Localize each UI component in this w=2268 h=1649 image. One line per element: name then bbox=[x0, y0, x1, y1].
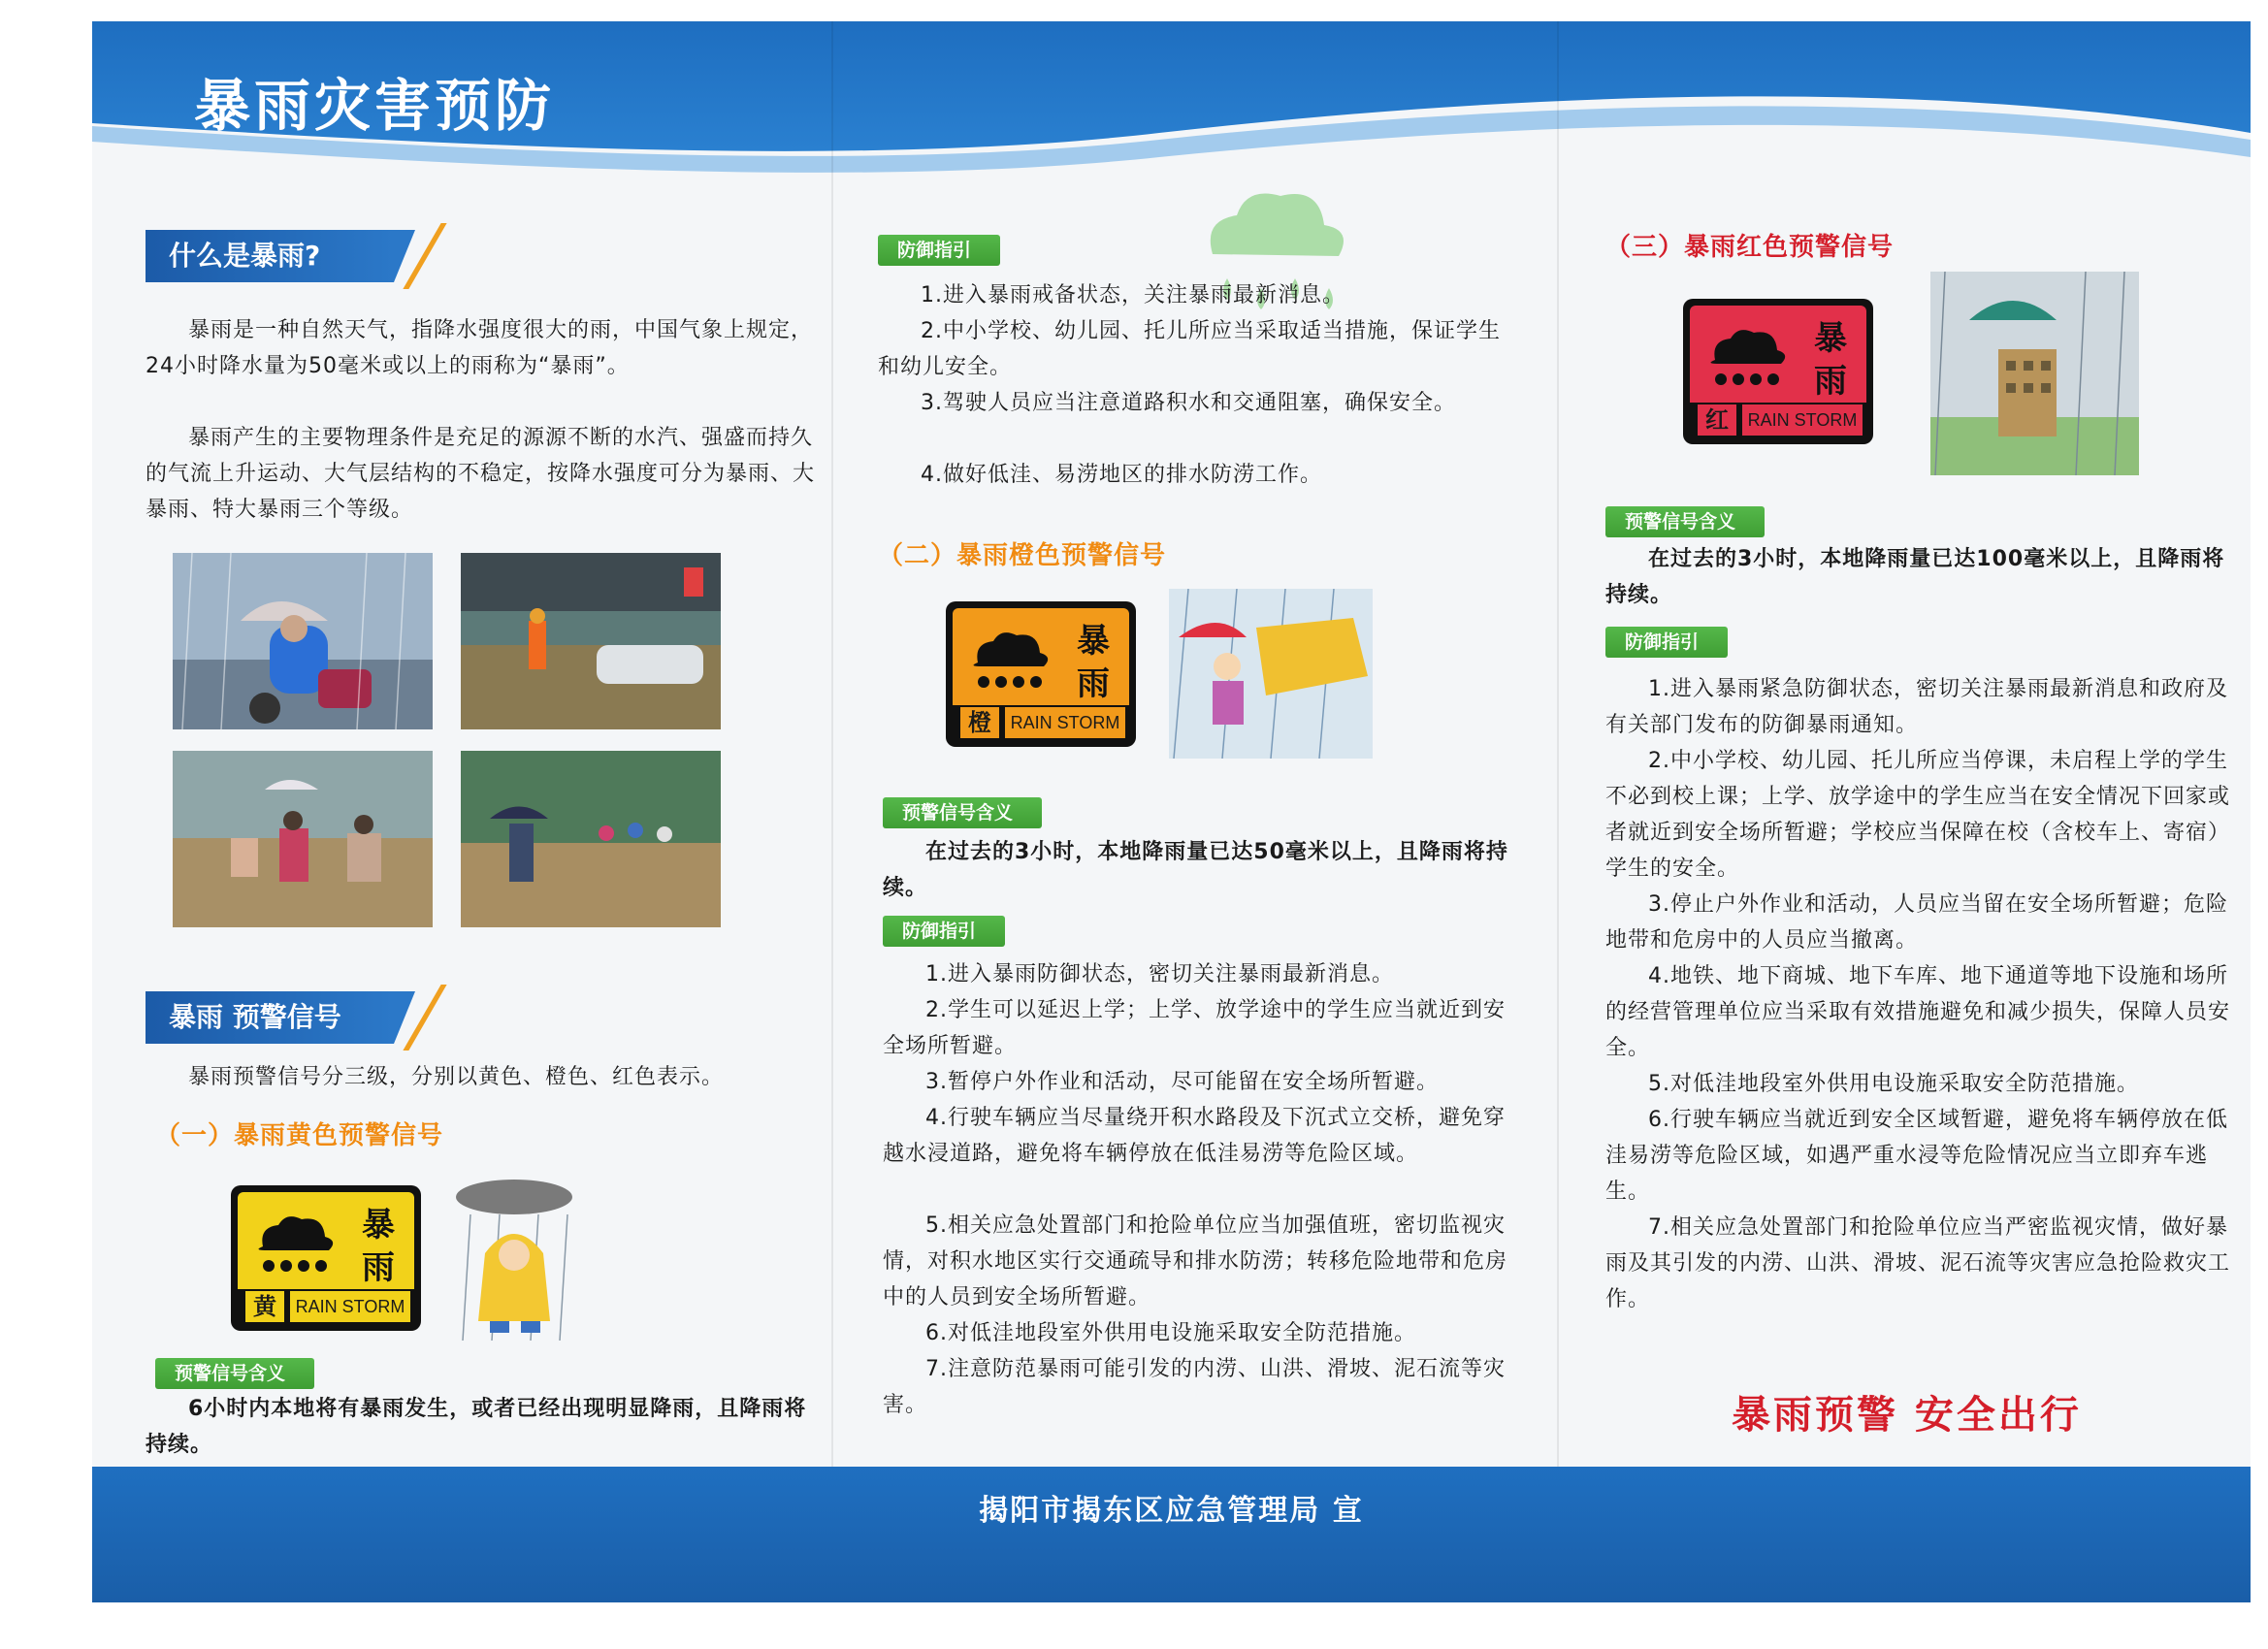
brochure-sheet bbox=[92, 21, 2251, 1602]
orange-meaning-tag: 预警信号含义 bbox=[883, 797, 1042, 828]
yellow-rainstorm-sign bbox=[231, 1185, 421, 1331]
sign-char-bao: 暴 bbox=[1077, 622, 1110, 661]
sign-char-bao: 暴 bbox=[362, 1206, 395, 1245]
photo-children-flood bbox=[173, 751, 433, 927]
yellow-guide-tag: 防御指引 bbox=[878, 235, 1000, 266]
yellow-meaning-tag: 预警信号含义 bbox=[155, 1358, 314, 1389]
section-header-what-is-rainstorm: 什么是暴雨? bbox=[146, 230, 394, 282]
panel-left bbox=[146, 21, 825, 1467]
red-guide-7: 7.相关应急处置部门和抢险单位应当严密监视灾情，做好暴雨及其引发的内涝、山洪、滑坡、泥石流等灾害应急抢险救灾工作。 bbox=[1605, 1215, 2231, 1311]
red-meaning-text: 在过去的3小时，本地降雨量已达100毫米以上，且降雨将持续。 bbox=[1605, 547, 2225, 607]
sign-level-label: 红 bbox=[1698, 404, 1736, 436]
red-guide-3: 3.停止户外作业和活动，人员应当留在安全场所暂避；危险地带和危房中的人员应当撤离。 bbox=[1605, 892, 2228, 953]
yellow-guide-3: 3.驾驶人员应当注意道路积水和交通阻塞，确保安全。 bbox=[921, 391, 1456, 415]
red-guide-5: 5.对低洼地段室外供用电设施采取安全防范措施。 bbox=[1648, 1072, 2139, 1096]
rain-cloud-icon bbox=[1703, 323, 1791, 391]
red-rainstorm-sign bbox=[1683, 299, 1873, 444]
sign-rain-storm-label: RAIN STORM bbox=[1005, 707, 1125, 738]
red-guide-1: 1.进入暴雨紧急防御状态，密切关注暴雨最新消息和政府及有关部门发布的防御暴雨通知。 bbox=[1605, 677, 2228, 737]
yellow-guide-2: 2.中小学校、幼儿园、托儿所应当采取适当措施，保证学生和幼儿安全。 bbox=[878, 319, 1501, 379]
sign-char-yu: 雨 bbox=[362, 1248, 395, 1287]
fold-line bbox=[1557, 21, 1559, 1602]
signal-intro-text: 暴雨预警信号分三级，分别以黄色、橙色、红色表示。 bbox=[188, 1065, 725, 1089]
safety-slogan: 暴雨预警 安全出行 bbox=[1732, 1393, 2082, 1438]
orange-signal-title: （二）暴雨橙色预警信号 bbox=[878, 541, 1167, 570]
photo-flooded-street bbox=[461, 553, 721, 729]
storm-car-illustration bbox=[1169, 589, 1373, 759]
sign-level-label: 橙 bbox=[960, 707, 999, 738]
red-guide-6: 6.行驶车辆应当就近到安全区域暂避，避免将车辆停放在低洼易涝等危险区域，如遇严重水浸等危险情况应当立即弃车逃生。 bbox=[1605, 1108, 2228, 1204]
orange-guide-7: 7.注意防范暴雨可能引发的内涝、山洪、滑坡、泥石流等灾害。 bbox=[883, 1357, 1506, 1417]
sign-char-bao: 暴 bbox=[1814, 319, 1847, 358]
child-raincoat-illustration bbox=[441, 1176, 587, 1345]
rain-cloud-icon bbox=[966, 626, 1053, 694]
red-signal-title: （三）暴雨红色预警信号 bbox=[1605, 233, 1895, 262]
conditions-paragraph: 暴雨产生的主要物理条件是充足的源源不断的水汽、强盛而持久的气流上升运动、大气层结构的不稳定，按降水强度可分为暴雨、大暴雨、特大暴雨三个等级。 bbox=[146, 426, 816, 522]
brochure-title: 暴雨灾害预防 bbox=[194, 73, 556, 139]
red-guide-4: 4.地铁、地下商城、地下车库、地下通道等地下设施和场所的经营管理单位应当采取有效措施避免和减少损失，保障人员安全。 bbox=[1605, 964, 2231, 1060]
yellow-guide-1: 1.进入暴雨戒备状态，关注暴雨最新消息。 bbox=[921, 283, 1345, 307]
sign-rain-storm-label: RAIN STORM bbox=[1742, 404, 1863, 436]
footer-publisher: 揭阳市揭东区应急管理局 宣 bbox=[979, 1494, 1364, 1528]
orange-meaning-text: 在过去的3小时，本地降雨量已达50毫米以上，且降雨将持续。 bbox=[883, 840, 1508, 900]
orange-guide-6: 6.对低洼地段室外供用电设施采取安全防范措施。 bbox=[925, 1321, 1416, 1345]
photo-people-wading bbox=[461, 751, 721, 927]
yellow-signal-title: （一）暴雨黄色预警信号 bbox=[155, 1121, 444, 1150]
orange-guide-3: 3.暂停户外作业和活动，尽可能留在安全场所暂避。 bbox=[925, 1070, 1439, 1094]
sign-char-yu: 雨 bbox=[1814, 362, 1847, 401]
panel-middle bbox=[878, 21, 1523, 1467]
red-guide-2: 2.中小学校、幼儿园、托儿所应当停课，未启程上学的学生不必到校上课；上学、放学途中的学生应当在安全情况下回家或者就近到安全场所暂避；学校应当保障在校（含校车上、寄宿）学生的安全。 bbox=[1605, 749, 2231, 881]
orange-guide-tag: 防御指引 bbox=[883, 916, 1005, 947]
fold-line bbox=[831, 21, 833, 1602]
red-guide-tag: 防御指引 bbox=[1605, 627, 1728, 658]
orange-guide-5: 5.相关应急处置部门和抢险单位应当加强值班，密切监视灾情，对积水地区实行交通疏导和排水防涝；转移危险地带和危房中的人员到安全场所暂避。 bbox=[883, 1213, 1508, 1310]
section-header-warning-signals: 暴雨 预警信号 bbox=[146, 991, 394, 1044]
photo-rain-scooter bbox=[173, 553, 433, 729]
sign-char-yu: 雨 bbox=[1077, 664, 1110, 703]
definition-paragraph: 暴雨是一种自然天气，指降水强度很大的雨，中国气象上规定，24小时降水量为50毫米或以上的雨称为“暴雨”。 bbox=[146, 318, 814, 378]
flooded-building-illustration bbox=[1930, 272, 2139, 475]
orange-guide-1: 1.进入暴雨防御状态，密切关注暴雨最新消息。 bbox=[925, 962, 1394, 986]
orange-guide-4: 4.行驶车辆应当尽量绕开积水路段及下沉式立交桥，避免穿越水浸道路，避免将车辆停放在低洼易涝等危险区域。 bbox=[883, 1106, 1506, 1166]
yellow-guide-4: 4.做好低洼、易涝地区的排水防涝工作。 bbox=[921, 463, 1322, 487]
sign-rain-storm-label: RAIN STORM bbox=[290, 1291, 410, 1322]
orange-rainstorm-sign bbox=[946, 601, 1136, 747]
orange-guide-2: 2.学生可以延迟上学；上学、放学途中的学生应当就近到安全场所暂避。 bbox=[883, 998, 1506, 1058]
red-meaning-tag: 预警信号含义 bbox=[1605, 506, 1765, 537]
rain-cloud-icon bbox=[251, 1210, 339, 1277]
yellow-meaning-text: 6小时内本地将有暴雨发生，或者已经出现明显降雨，且降雨将持续。 bbox=[146, 1397, 807, 1457]
sign-level-label: 黄 bbox=[245, 1291, 284, 1322]
panel-right bbox=[1605, 21, 2246, 1467]
